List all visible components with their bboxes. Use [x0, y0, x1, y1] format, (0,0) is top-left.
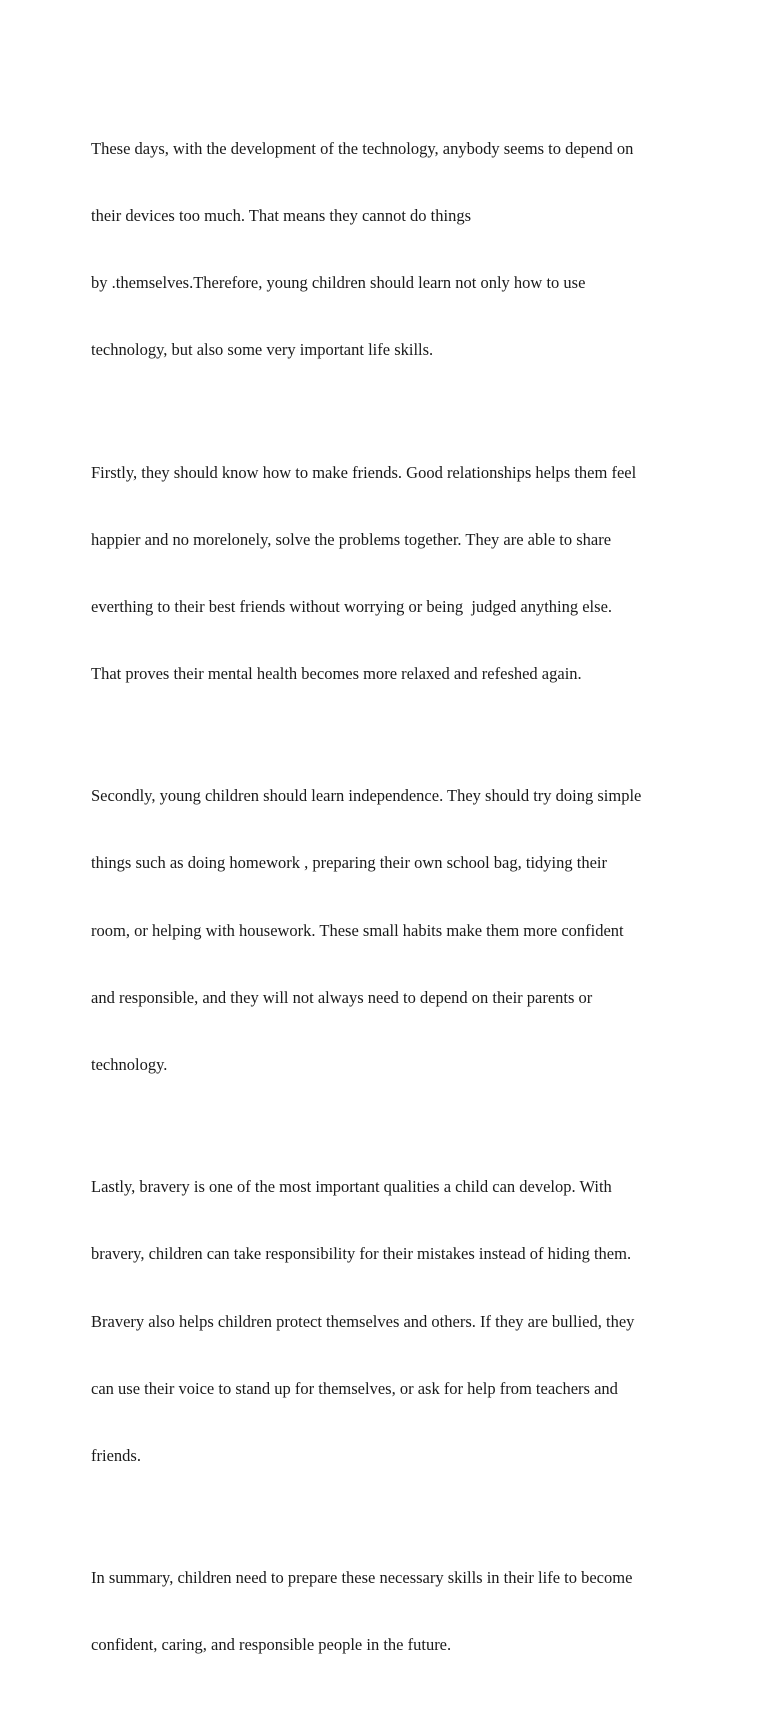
- text-line: everthing to their best friends without worrying or being judged anything else.: [91, 596, 613, 616]
- paragraph-bravery: [91, 1131, 691, 1512]
- text-line: technology, but also some very important life skills.: [91, 340, 434, 360]
- text-line: confident, caring, and responsible people in the future.: [91, 1635, 452, 1655]
- text-line: their devices too much. That means they cannot do things: [91, 206, 472, 226]
- paragraph-friends: [91, 417, 691, 731]
- text-line: Firstly, they should know how to make friends. Good relationships helps them feel: [91, 462, 637, 482]
- text-line: That proves their mental health becomes more relaxed and refeshed again.: [91, 664, 582, 684]
- text-line: room, or helping with housework. These small habits make them more confident: [91, 920, 624, 940]
- text-line: can use their voice to stand up for themselves, or ask for help from teachers and: [91, 1378, 618, 1398]
- text-line: Bravery also helps children protect themselves and others. If they are bullied, they: [91, 1311, 635, 1331]
- text-line: Secondly, young children should learn independence. They should try doing simple: [91, 786, 642, 806]
- text-line: and responsible, and they will not always need to depend on their parents or: [91, 987, 593, 1007]
- text-line: technology.: [91, 1055, 168, 1075]
- paragraph-independence: [91, 740, 691, 1121]
- text-line: In summary, children need to prepare these necessary skills in their life to become: [91, 1568, 633, 1587]
- text-line: These days, with the development of the technology, anybody seems to depend on: [91, 138, 634, 158]
- document-body: [91, 93, 691, 1711]
- text-line: bravery, children can take responsibility for their mistakes instead of hiding them.: [91, 1244, 632, 1264]
- text-line: Lastly, bravery is one of the most important qualities a child can develop. With: [91, 1177, 612, 1197]
- text-line: things such as doing homework , preparing their own school bag, tidying their: [91, 853, 607, 873]
- text-line: friends.: [91, 1445, 141, 1465]
- text-line: happier and no morelonely, solve the problems together. They are able to share: [91, 529, 612, 549]
- paragraph-summary: [91, 1522, 691, 1701]
- paragraph-intro: [91, 93, 691, 407]
- text-line: by .themselves.Therefore, young children should learn not only how to use: [91, 273, 586, 293]
